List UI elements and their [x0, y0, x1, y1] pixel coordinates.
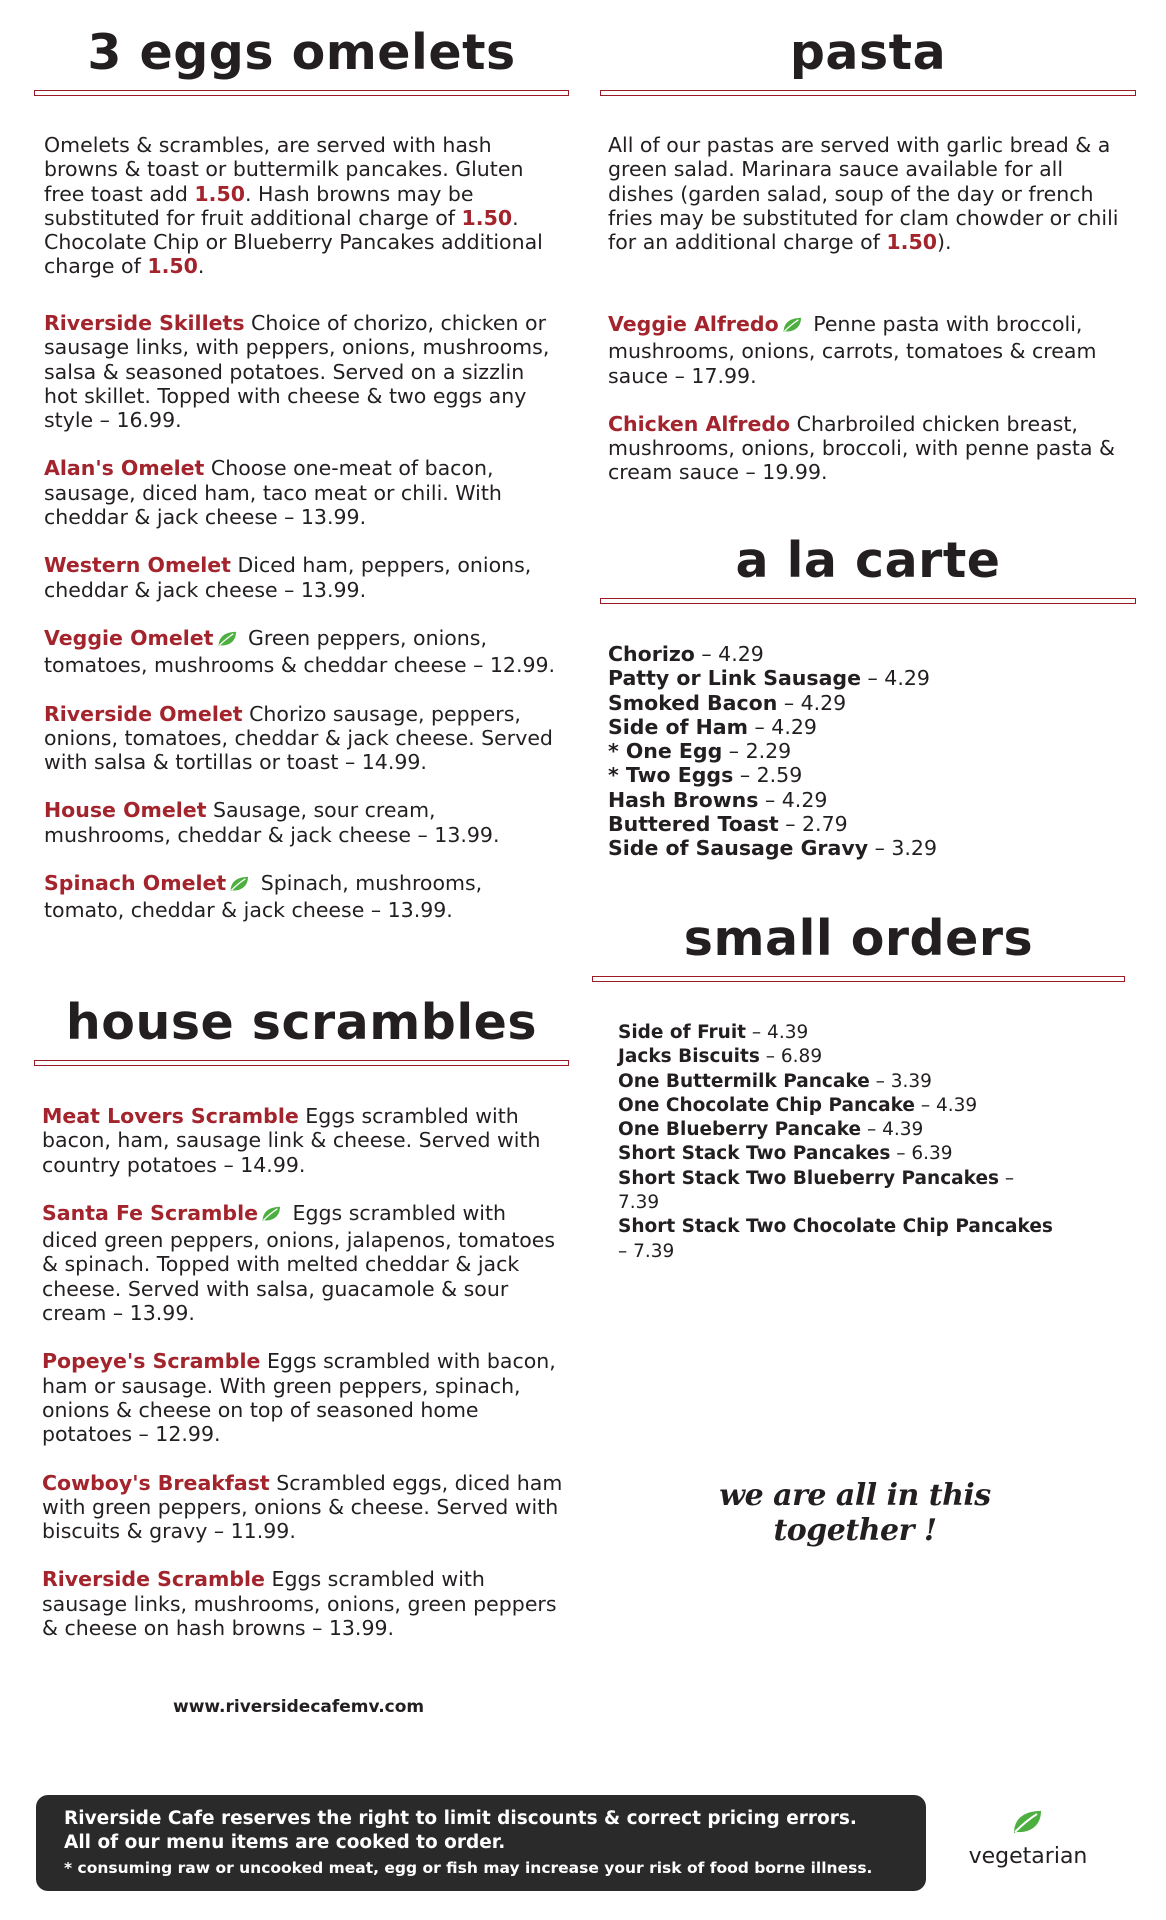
menu-item-name: Alan's Omelet [44, 456, 205, 481]
price-list-item [608, 666, 1128, 690]
leaf-icon [260, 1204, 282, 1228]
price-list-item-price: – 4.39 [861, 1119, 924, 1141]
price-list-item [618, 1142, 1058, 1166]
intro-text: ). [937, 230, 952, 255]
menu-item [44, 553, 564, 602]
menu-item-description: Eggs scrambled with bacon, ham or sausage. With green peppers, spinach, onions & cheese on top of seasoned home potatoes – 12.99. [42, 1349, 556, 1447]
price-list-item-name: Smoked Bacon [608, 690, 778, 715]
menu-item-description: Eggs scrambled with diced green peppers, onions, jalapenos, tomatoes & spinach. Topped with melted cheddar & jack cheese. Served with salsa, guacamole & sour cream – 13.99. [42, 1200, 556, 1326]
price-list-item-name: Patty or Link Sausage [608, 666, 861, 691]
menu-item-description: Eggs scrambled with sausage links, mushrooms, onions, green peppers & cheese on hash browns – 13.99. [42, 1567, 557, 1641]
menu-item-name: Cowboy's Breakfast [42, 1470, 270, 1495]
omelets-rule [34, 90, 569, 96]
price-list-item [608, 691, 1128, 715]
pasta-rule [600, 90, 1136, 96]
menu-item-description: Eggs scrambled with bacon, ham, sausage link & cheese. Served with country potatoes – 14.99. [42, 1104, 541, 1177]
menu-item [44, 311, 564, 432]
price-list-item-name: * Two Eggs [608, 763, 734, 788]
intro-text: . Chocolate Chip or Blueberry Pancakes additional charge of [44, 205, 543, 279]
price-list-item-name: Buttered Toast [608, 812, 779, 837]
leaf-icon [216, 629, 238, 653]
menu-item [42, 1201, 564, 1325]
menu-item [44, 798, 564, 847]
menu-item-description: Spinach, mushrooms, tomato, cheddar & jack cheese – 13.99. [44, 871, 483, 923]
menu-item [42, 1471, 564, 1544]
menu-item-description: Chorizo sausage, peppers, onions, tomatoes, cheddar & jack cheese. Served with salsa & tortillas or toast – 14.99. [44, 701, 553, 775]
menu-item-description: Diced ham, peppers, onions, cheddar & jack cheese – 13.99. [44, 553, 532, 602]
price-list-item [618, 1118, 1058, 1142]
price-list-item-name: Short Stack Two Chocolate Chip Pancakes [618, 1216, 1053, 1238]
price-list-item-price: – 4.29 [748, 714, 817, 739]
menu-item-description: Penne pasta with broccoli, mushrooms, onions, carrots, tomatoes & cream sauce – 17.99. [608, 312, 1097, 388]
price-list-item-price: – 3.39 [869, 1070, 932, 1092]
price-list-item-name: Jacks Biscuits [618, 1046, 760, 1068]
price-list-item [608, 642, 1128, 666]
intro-text: . Hash browns may be substituted for fruit additional charge of [44, 181, 474, 230]
pasta-list [608, 312, 1138, 509]
vegetarian-label: vegetarian [968, 1844, 1088, 1869]
price-list-item [618, 1094, 1058, 1118]
menu-item-name: Western Omelet [44, 553, 231, 578]
intro-text: . [197, 254, 205, 279]
price-list-item-price: – 3.29 [868, 836, 938, 861]
price-list-item-price: – 7.39 [618, 1240, 675, 1262]
price-list-item-name: Chorizo [608, 642, 695, 666]
scrambles-list [42, 1104, 564, 1664]
price-list-item [608, 788, 1128, 812]
menu-item-description: Choice of chorizo, chicken or sausage links, with peppers, onions, mushrooms, salsa & seasoned potatoes. Served on a sizzlin hot skillet. Topped with cheese & two eggs any style – 16.99. [44, 311, 550, 433]
surcharge-price: 1.50 [886, 230, 938, 255]
small-orders-heading: small orders [683, 910, 1034, 967]
price-list-item-price: – 4.29 [758, 787, 828, 812]
price-list-item [618, 1215, 1058, 1264]
alacarte-rule [600, 598, 1136, 604]
alacarte-section [600, 534, 1136, 604]
alacarte-heading: a la carte [735, 532, 1001, 589]
price-list-item [608, 836, 1128, 860]
menu-item-name: Popeye's Scramble [42, 1349, 261, 1374]
menu-item-name: Veggie Alfredo [608, 312, 779, 336]
menu-item [608, 412, 1138, 485]
price-list-item-price: – 7.39 [618, 1167, 1015, 1214]
footer-line-1: Riverside Cafe reserves the right to limit discounts & correct pricing errors. [64, 1808, 857, 1829]
omelets-list [44, 311, 564, 947]
price-list-item-name: Side of Sausage Gravy [608, 836, 869, 861]
leaf-icon [228, 874, 250, 898]
price-list-item-name: One Buttermilk Pancake [618, 1070, 870, 1092]
vegetarian-legend [958, 1808, 1098, 1869]
price-list-item-name: Side of Ham [608, 714, 748, 739]
menu-item [42, 1104, 564, 1177]
menu-item-name: Veggie Omelet [44, 625, 214, 650]
small-orders-list [618, 1021, 1058, 1264]
price-list-item-price: – 2.79 [778, 812, 848, 837]
price-list-item-name: One Chocolate Chip Pancake [618, 1094, 915, 1116]
surcharge-price: 1.50 [461, 205, 513, 230]
price-list-item [608, 763, 1128, 787]
menu-item [44, 626, 564, 678]
menu-item-name: House Omelet [44, 798, 207, 823]
menu-item-name: Chicken Alfredo [608, 411, 791, 436]
small-orders-rule [592, 976, 1125, 982]
scrambles-heading: house scrambles [65, 994, 538, 1051]
menu-item [44, 456, 564, 529]
menu-item-description: Scrambled eggs, diced ham with green peppers, onions & cheese. Served with biscuits & gravy – 11.99. [42, 1470, 563, 1544]
tagline: we are all in this together ! [719, 1478, 991, 1548]
pasta-intro [608, 133, 1128, 254]
leaf-icon [781, 315, 803, 339]
scrambles-section [34, 996, 569, 1066]
omelets-intro [44, 133, 564, 279]
price-list-item [618, 1021, 1058, 1045]
intro-text: Omelets & scrambles, are served with hash browns & toast or buttermilk pancakes. Gluten free toast add [44, 133, 524, 206]
menu-item-name: Riverside Skillets [44, 311, 245, 335]
price-list-item-price: – 4.39 [746, 1022, 809, 1043]
price-list-item [618, 1045, 1058, 1069]
price-list-item-name: * One Egg [608, 739, 723, 764]
price-list-item [608, 739, 1128, 763]
menu-item-name: Meat Lovers Scramble [42, 1104, 299, 1128]
price-list-item [608, 715, 1128, 739]
website-url[interactable]: www.riversidecafemv.com [173, 1697, 425, 1717]
menu-item [608, 312, 1138, 388]
omelets-section [34, 26, 569, 96]
footer-notice [36, 1795, 926, 1891]
price-list-item-name: One Blueberry Pancake [618, 1119, 862, 1141]
surcharge-price: 1.50 [147, 254, 198, 279]
menu-item-description: Green peppers, onions, tomatoes, mushrooms & cheddar cheese – 12.99. [44, 625, 556, 678]
footer-line-3: * consuming raw or uncooked meat, egg or fish may increase your risk of food borne illness. [64, 1859, 873, 1877]
footer-line-2: All of our menu items are cooked to order. [64, 1832, 506, 1853]
price-list-item-price: – 4.29 [777, 690, 847, 715]
small-orders-section [592, 912, 1125, 982]
price-list-item-name: Side of Fruit [618, 1022, 747, 1043]
menu-item-description: Charbroiled chicken breast, mushrooms, onions, broccoli, with penne pasta & cream sauce – 19.99. [608, 411, 1116, 485]
omelets-heading: 3 eggs omelets [87, 24, 516, 81]
price-list-item-price: – 6.39 [890, 1143, 953, 1165]
menu-item-name: Spinach Omelet [44, 871, 227, 896]
menu-item [44, 702, 564, 775]
menu-item-description: Sausage, sour cream, mushrooms, cheddar & jack cheese – 13.99. [44, 798, 500, 847]
price-list-item [618, 1167, 1058, 1216]
price-list-item-price: – 4.29 [694, 642, 764, 666]
alacarte-list [608, 642, 1128, 861]
pasta-section [600, 26, 1136, 96]
price-list-item-price: – 4.29 [861, 666, 930, 691]
menu-item-name: Riverside Scramble [42, 1567, 265, 1592]
menu-item-name: Santa Fe Scramble [42, 1200, 259, 1225]
menu-item [42, 1349, 564, 1446]
price-list-item-price: – 2.29 [722, 739, 792, 764]
pasta-heading: pasta [789, 24, 947, 81]
price-list-item-price: – 4.39 [914, 1094, 978, 1116]
price-list-item-name: Hash Browns [608, 787, 759, 812]
price-list-item [618, 1070, 1058, 1094]
menu-item [42, 1567, 564, 1640]
surcharge-price: 1.50 [194, 181, 246, 206]
price-list-item-price: – 2.59 [733, 763, 803, 788]
price-list-item-price: – 6.89 [759, 1046, 823, 1068]
menu-item-name: Riverside Omelet [44, 701, 243, 726]
price-list-item [608, 812, 1128, 836]
menu-item-description: Choose one-meat of bacon, sausage, diced ham, taco meat or chili. With cheddar & jack cheese – 13.99. [44, 456, 502, 530]
intro-text: All of our pastas are served with garlic bread & a green salad. Marinara sauce available for all dishes (garden salad, soup of the day or french fries may be substituted for clam chowder or chili for an additional charge of [608, 133, 1119, 255]
menu-item [44, 871, 564, 923]
scrambles-rule [34, 1060, 569, 1066]
leaf-icon [1011, 1808, 1043, 1840]
price-list-item-name: Short Stack Two Blueberry Pancakes [618, 1167, 1000, 1189]
price-list-item-name: Short Stack Two Pancakes [618, 1143, 891, 1165]
